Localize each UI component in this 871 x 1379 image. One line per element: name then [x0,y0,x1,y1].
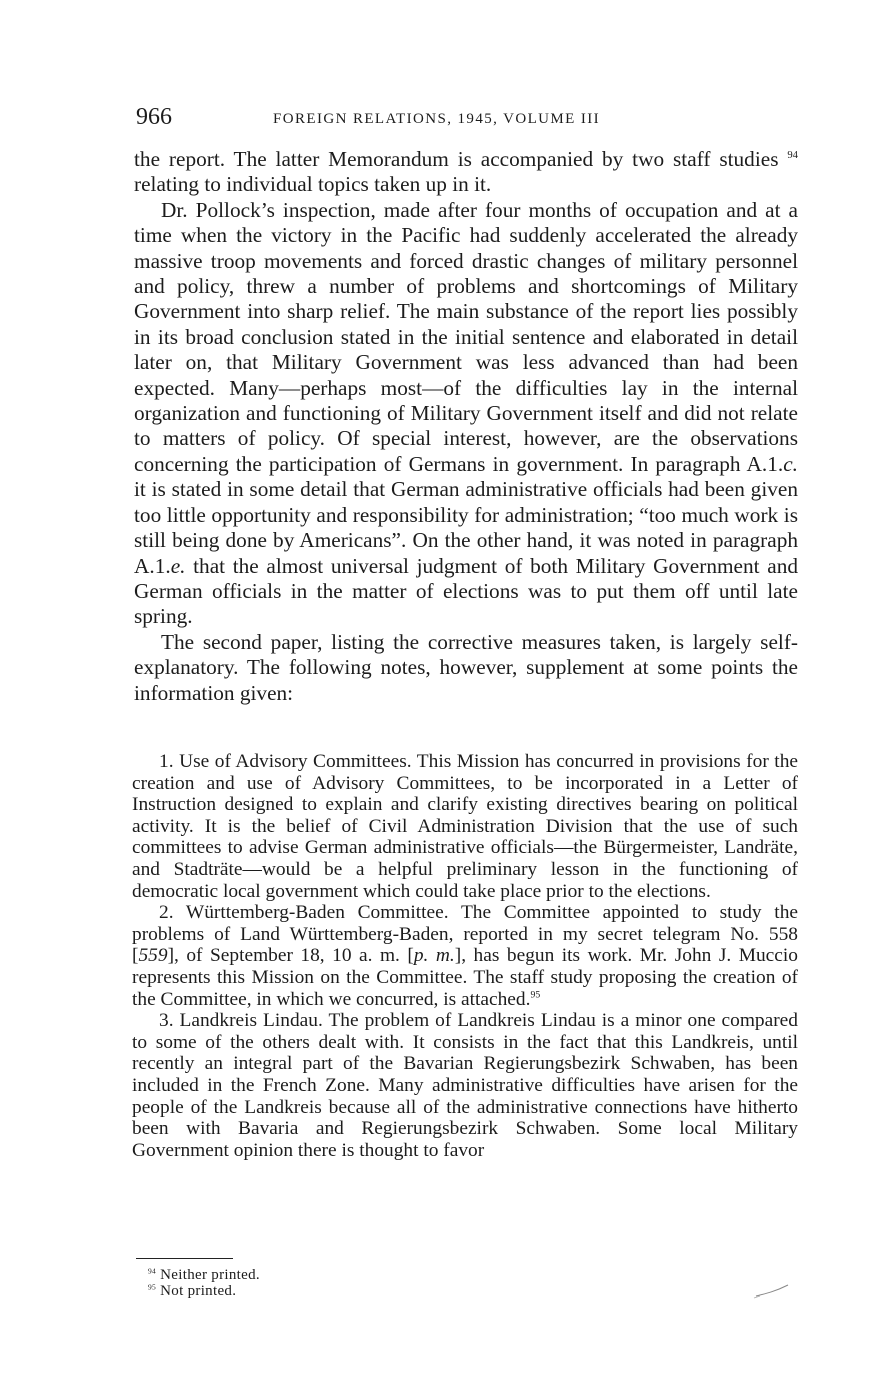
note-text: ], of September 18, 10 a. m. [ [167,945,414,967]
paragraph-text: the report. The latter Memorandum is accompanied by two staff studies [134,147,788,171]
footnote-text: Neither printed. [160,1267,260,1283]
italic-text: c. [783,451,798,476]
italic-text: e. [170,553,186,578]
footnote [148,1283,236,1300]
paragraph-text: Dr. Pollock’s inspection, made after four months of occupation and at a time when the victory in the Pacific had suddenly accelerated the already massive troop movements and forced drastic changes of military personnel and policy, threw a number of problems and shortcomings of Military Government into sharp relief. The main substance of the report lies possibly in its broad conclusion stated in the initial sentence and elaborated in detail later on, that Military Government was less advanced than had been expected. Many—perhaps most—of the difficulties lay in the internal organization and functioning of Military Government itself and did not relate to matters of policy. Of special interest, however, are the observations concerning the participation of Germans in government. In paragraph A.1. [134,197,798,476]
paragraph: The second paper, listing the corrective measures taken, is largely self-explanatory. The following notes, however, supplement at some points the information given: [134,629,798,705]
note-item [132,902,798,1010]
page-header [136,104,796,134]
paragraph-text: that the almost universal judgment of both Military Government and German officials in the matter of elections was to put them off until late spring. [134,553,798,629]
paragraph-text: relating to individual topics taken up in it. [134,172,492,197]
footnote-number: 95 [148,1282,157,1292]
running-title: FOREIGN RELATIONS, 1945, VOLUME III [273,111,601,127]
italic-text: p. m. [413,945,455,967]
note-item: 1. Use of Advisory Committees. This Mission has concurred in provisions for the creation and use of Advisory Committees, to be incorporated in a Letter of Instruction designed to explain and clarify existing directives bearing on political activity. It is the belief of Civil Administration Division that the use of such committees to advise German administrative officials—the Bürgermeister, Landräte, and Stadträte—would be a helpful preliminary lesson in the functioning of democratic local government which could take place prior to the elections. [132,751,798,902]
note-text: ], has begun its work. Mr. John J. Muccio represents this Mission on the Committee. The staff study proposing the creation of the Committee, in which we concurred, is attached. [132,945,798,1010]
page-number: 966 [136,104,172,130]
note-item: 3. Landkreis Lindau. The problem of Landkreis Lindau is a minor one compared to some of the others dealt with. It consists in the fact that this Landkreis, until recently an integral part of the Bavarian Regierungsbezirk Schwaben, has been included in the French Zone. Many administrative difficulties have arisen for the people of the Landkreis because all of the administrative connections have hitherto been with Bavaria and Regierungsbezirk Schwaben. Some local Military Government opinion there is thought to favor [132,1010,798,1161]
footnote-ref: 95 [530,989,541,1001]
note-text: 2. Württemberg-Baden Committee. The Committee appointed to study the problems of Land Württemberg-Baden, reported in my secret telegram No. 558 [ [132,902,798,967]
footnote-ref: 94 [787,150,798,162]
paragraph-text: it is stated in some detail that German administrative officials had been given too little opportunity and responsibility for administration; “too much work is still being done by Americans”. On the other hand, it was noted in paragraph A.1. [134,477,798,578]
numbered-notes [132,751,798,1161]
main-text [134,147,798,706]
footnote-number: 94 [148,1266,157,1276]
pencil-mark-icon [752,1281,792,1301]
footnote-text: Not printed. [160,1283,237,1299]
italic-text: 559 [138,945,168,967]
footnote-divider [136,1258,233,1259]
footnote [148,1267,260,1284]
paragraph [134,147,798,198]
paragraph [134,198,798,630]
